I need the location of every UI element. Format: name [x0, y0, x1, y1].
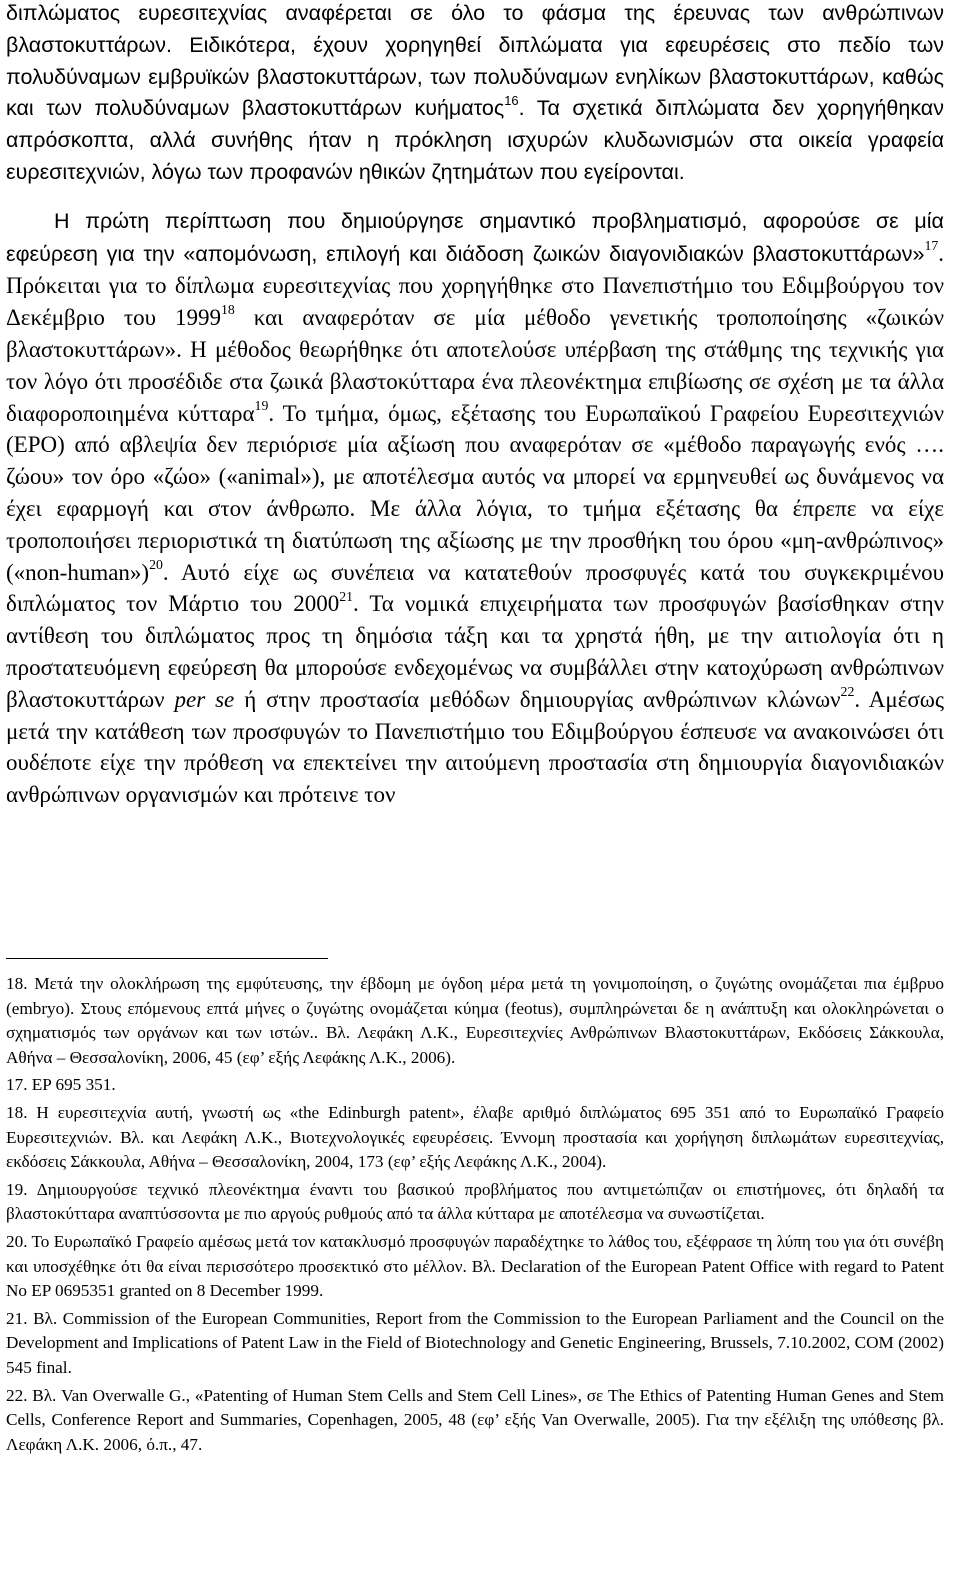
footnote-number: 19.	[6, 1179, 28, 1199]
footnote-text: Βλ. Commission of the European Communities, Report from the Commission to the European Parliament and the Council on the Development and Implications of Patent Law in the Field of Biotechnology and Genetic Engineering, Brussels, 7.10.2002, COM (2002) 545 final.	[6, 1308, 944, 1377]
footnote-text: EP 695 351.	[27, 1075, 116, 1095]
footnote	[6, 1307, 944, 1381]
paragraph-2-text-b: . Πρόκειται για το δίπλωμα ευρεσιτεχνίας που χορηγήθηκε στο Πανεπιστήμιο του Εδιμβούργου τον Δεκέμβριο του 1999	[6, 240, 944, 331]
footnote	[6, 1230, 944, 1304]
paragraph-1-text-b: . Τα σχετικά διπλώματα δεν χορηγήθηκαν απρόσκοπτα, αλλά συνήθης ήταν η πρόκληση ισχυρών κλυδωνισμών στα οικεία γραφεία ευρεσιτεχνιών, λόγω των προφανών ηθικών ζητημάτων που εγείρονται.	[6, 96, 944, 184]
paragraph-1-text-a: διπλώματος ευρεσιτεχνίας αναφέρεται σε όλο το φάσμα της έρευνας των ανθρώπινων βλαστοκυττάρων. Ειδικότερα, έχουν χορηγηθεί διπλώματα για εφευρέσεις στο πεδίο των πολυδύναμων εμβρυϊκών βλαστοκυττάρων, των πολυδύναμων ενηλίκων βλαστοκυττάρων, καθώς και των πολυδύναμων βλαστοκυττάρων κυήματος	[6, 1, 944, 121]
paragraph-2-text-e: . Αυτό είχε ως συνέπεια να κατατεθούν προσφυγές κατά του συγκεκριμένου διπλώματος τον Μάρτιο του 2000	[6, 559, 944, 617]
footnote-ref-22[interactable]: 22	[840, 684, 855, 700]
footnote-text: Δημιουργούσε τεχνικό πλεονέκτημα έναντι του βασικού προβλήματος που αντιμετώπιζαν οι επιστήμονες, ότι δηλαδή τα βλαστοκύτταρα αναπτύσσοντα με πιο αργούς ρυθμούς από τα άλλα κύτταρα με αποτέλεσμα να συνωστίζεται.	[6, 1179, 944, 1224]
page-body	[6, 0, 944, 811]
footnote	[6, 972, 944, 1070]
footnote	[6, 1178, 944, 1227]
footnote	[6, 1384, 944, 1458]
footnote-text: Μετά την ολοκλήρωση της εμφύτευσης, την έβδομη με όγδοη μέρα μετά τη γονιμοποίηση, ο ζυγώτης ονομάζεται πια έμβρυο (embryo). Στους επόμενους επτά μήνες ο ζυγώτης ονομάζεται κύημα (feotus), συμπληρώνεται δε η ανάπτυξη και ολοκληρώνεται ο σχηματισμός των οργάνων και των ιστών.. Βλ. Λεφάκη Λ.Κ., Ευρεσιτεχνίες Ανθρώπινων Βλαστοκυττάρων, Εκδόσεις Σάκκουλα, Αθήνα – Θεσσαλονίκη, 2006, 45 (εφ’ εξής Λεφάκης Λ.Κ., 2006).	[6, 974, 944, 1067]
footnote-text: Το Ευρωπαϊκό Γραφείο αμέσως μετά τον κατακλυσμό προσφυγών παραδέχτηκε το λάθος του, εξέφρασε τη λύπη του για ότι συνέβη και υποσχέθηκε ότι θα είναι περισσότερο προσεκτικό στο μέλλον. Βλ. Declaration of the European Patent Office with regard to Patent No EP 0695351 granted on 8 December 1999.	[6, 1231, 944, 1301]
paragraph-1	[6, 0, 944, 189]
paragraph-2	[6, 205, 944, 811]
italic-per-se: per se	[174, 686, 235, 712]
footnote-text: Η ευρεσιτεχνία αυτή, γνωστή ως «the Edinburgh patent», έλαβε αριθμό διπλώματος 695 351 από το Ευρωπαϊκό Γραφείο Ευρεσιτεχνιών. Βλ. και Λεφάκη Λ.Κ., Βιοτεχνολογικές εφευρέσεις. Έννομη προστασία και χορήγηση διπλωμάτων ευρεσιτεχνίας, εκδόσεις Σάκκουλα, Αθήνα – Θεσσαλονίκη, 2004, 173 (εφ’ εξής Λεφάκης Λ.Κ., 2004).	[6, 1102, 944, 1172]
footnote-ref-20[interactable]: 20	[149, 556, 163, 572]
footnotes	[6, 972, 944, 1460]
footnote-ref-19[interactable]: 19	[254, 397, 269, 413]
footnote-ref-16[interactable]: 16	[504, 93, 519, 109]
paragraph-2-text-d: . Το τμήμα, όμως, εξέτασης του Ευρωπαϊκού Γραφείου Ευρεσιτεχνιών (EPO) από αβλεψία δεν περιόρισε μία αξίωση που αναφερόταν σε «μέθοδο παραγωγής ενός …. ζώου» τον όρο «ζώο» («animal»), με αποτέλεσμα αυτός να μπορεί να ερμηνευθεί ως δυνάμενος να έχει εφαρμογή και στον άνθρωπο. Με άλλα λόγια, το τμήμα εξέτασης θα έπρεπε να είχε τροποποιήσει περιοριστικά τη διατύπωση της αξίωσης με την προσθήκη του όρου «μη-ανθρώπινος» («non-human»)	[6, 400, 945, 585]
footnote-number: 18.	[6, 1102, 28, 1122]
footnote-ref-18[interactable]: 18	[220, 302, 235, 318]
paragraph-2-text-h: . Αμέσως μετά την κατάθεση των προσφυγών το Πανεπιστήμιο του Εδιμβούργου έσπευσε να ανακοινώσει ότι ουδέποτε είχε την πρόθεση να επεκτείνει την αιτούμενη προστασία στη δημιουργία διαγονιδιακών ανθρώπινων οργανισμών και πρότεινε τον	[6, 686, 944, 808]
footnote-ref-17[interactable]: 17	[924, 237, 939, 253]
footnote-number: 22.	[6, 1385, 28, 1405]
paragraph-2-text-g: ή στην προστασία μεθόδων δημιουργίας ανθρώπινων κλώνων	[234, 686, 841, 712]
footnote-ref-21[interactable]: 21	[339, 588, 354, 604]
footnote-number: 18.	[6, 974, 28, 993]
footnote-number: 20.	[6, 1231, 28, 1251]
footnote-number: 21.	[6, 1308, 28, 1328]
paragraph-2-text-f: . Τα νομικά επιχειρήματα των προσφυγών βασίσθηκαν στην αντίθεση του διπλώματος προς τη δημόσια τάξη και τα χρηστά ήθη, με την αιτιολογία ότι η προστατευόμενη εφεύρεση θα μπορούσε ενδεχομένως να συμβάλλει στην κατοχύρωση ανθρώπινων βλαστοκυττάρων	[6, 591, 944, 712]
footnote-number: 17.	[6, 1075, 28, 1095]
footnote-separator	[6, 958, 328, 959]
paragraph-2-text-a: Η πρώτη περίπτωση που δημιούργησε σημαντικό προβληματισμό, αφορούσε σε μία εφεύρεση για την «απομόνωση, επιλογή και διάδοση ζωικών διαγονιδιακών βλαστοκυττάρων»	[6, 208, 944, 266]
footnote	[6, 1073, 944, 1098]
footnote	[6, 1101, 944, 1175]
footnote-text: Βλ. Van Overwalle G., «Patenting of Human Stem Cells and Stem Cell Lines», σε The Ethics of Patenting Human Genes and Stem Cells, Conference Report and Summaries, Copenhagen, 2005, 48 (εφ’ εξής Van Overwalle, 2005). Για την εξέλιξη της υπόθεσης βλ. Λεφάκη Λ.Κ. 2006, ό.π., 47.	[6, 1385, 944, 1454]
paragraph-2-text-c: και αναφερόταν σε μία μέθοδο γενετικής τροποποίησης «ζωικών βλαστοκυττάρων». Η μέθοδος θεωρήθηκε ότι αποτελούσε υπέρβαση της στάθμης της τεχνικής για τον λόγο ότι προσέδιδε στα ζωικά βλαστοκύτταρα ένα πλεονέκτημα επιβίωσης σε σχέση με τα άλλα διαφοροποιημένα κύτταρα	[6, 305, 944, 426]
